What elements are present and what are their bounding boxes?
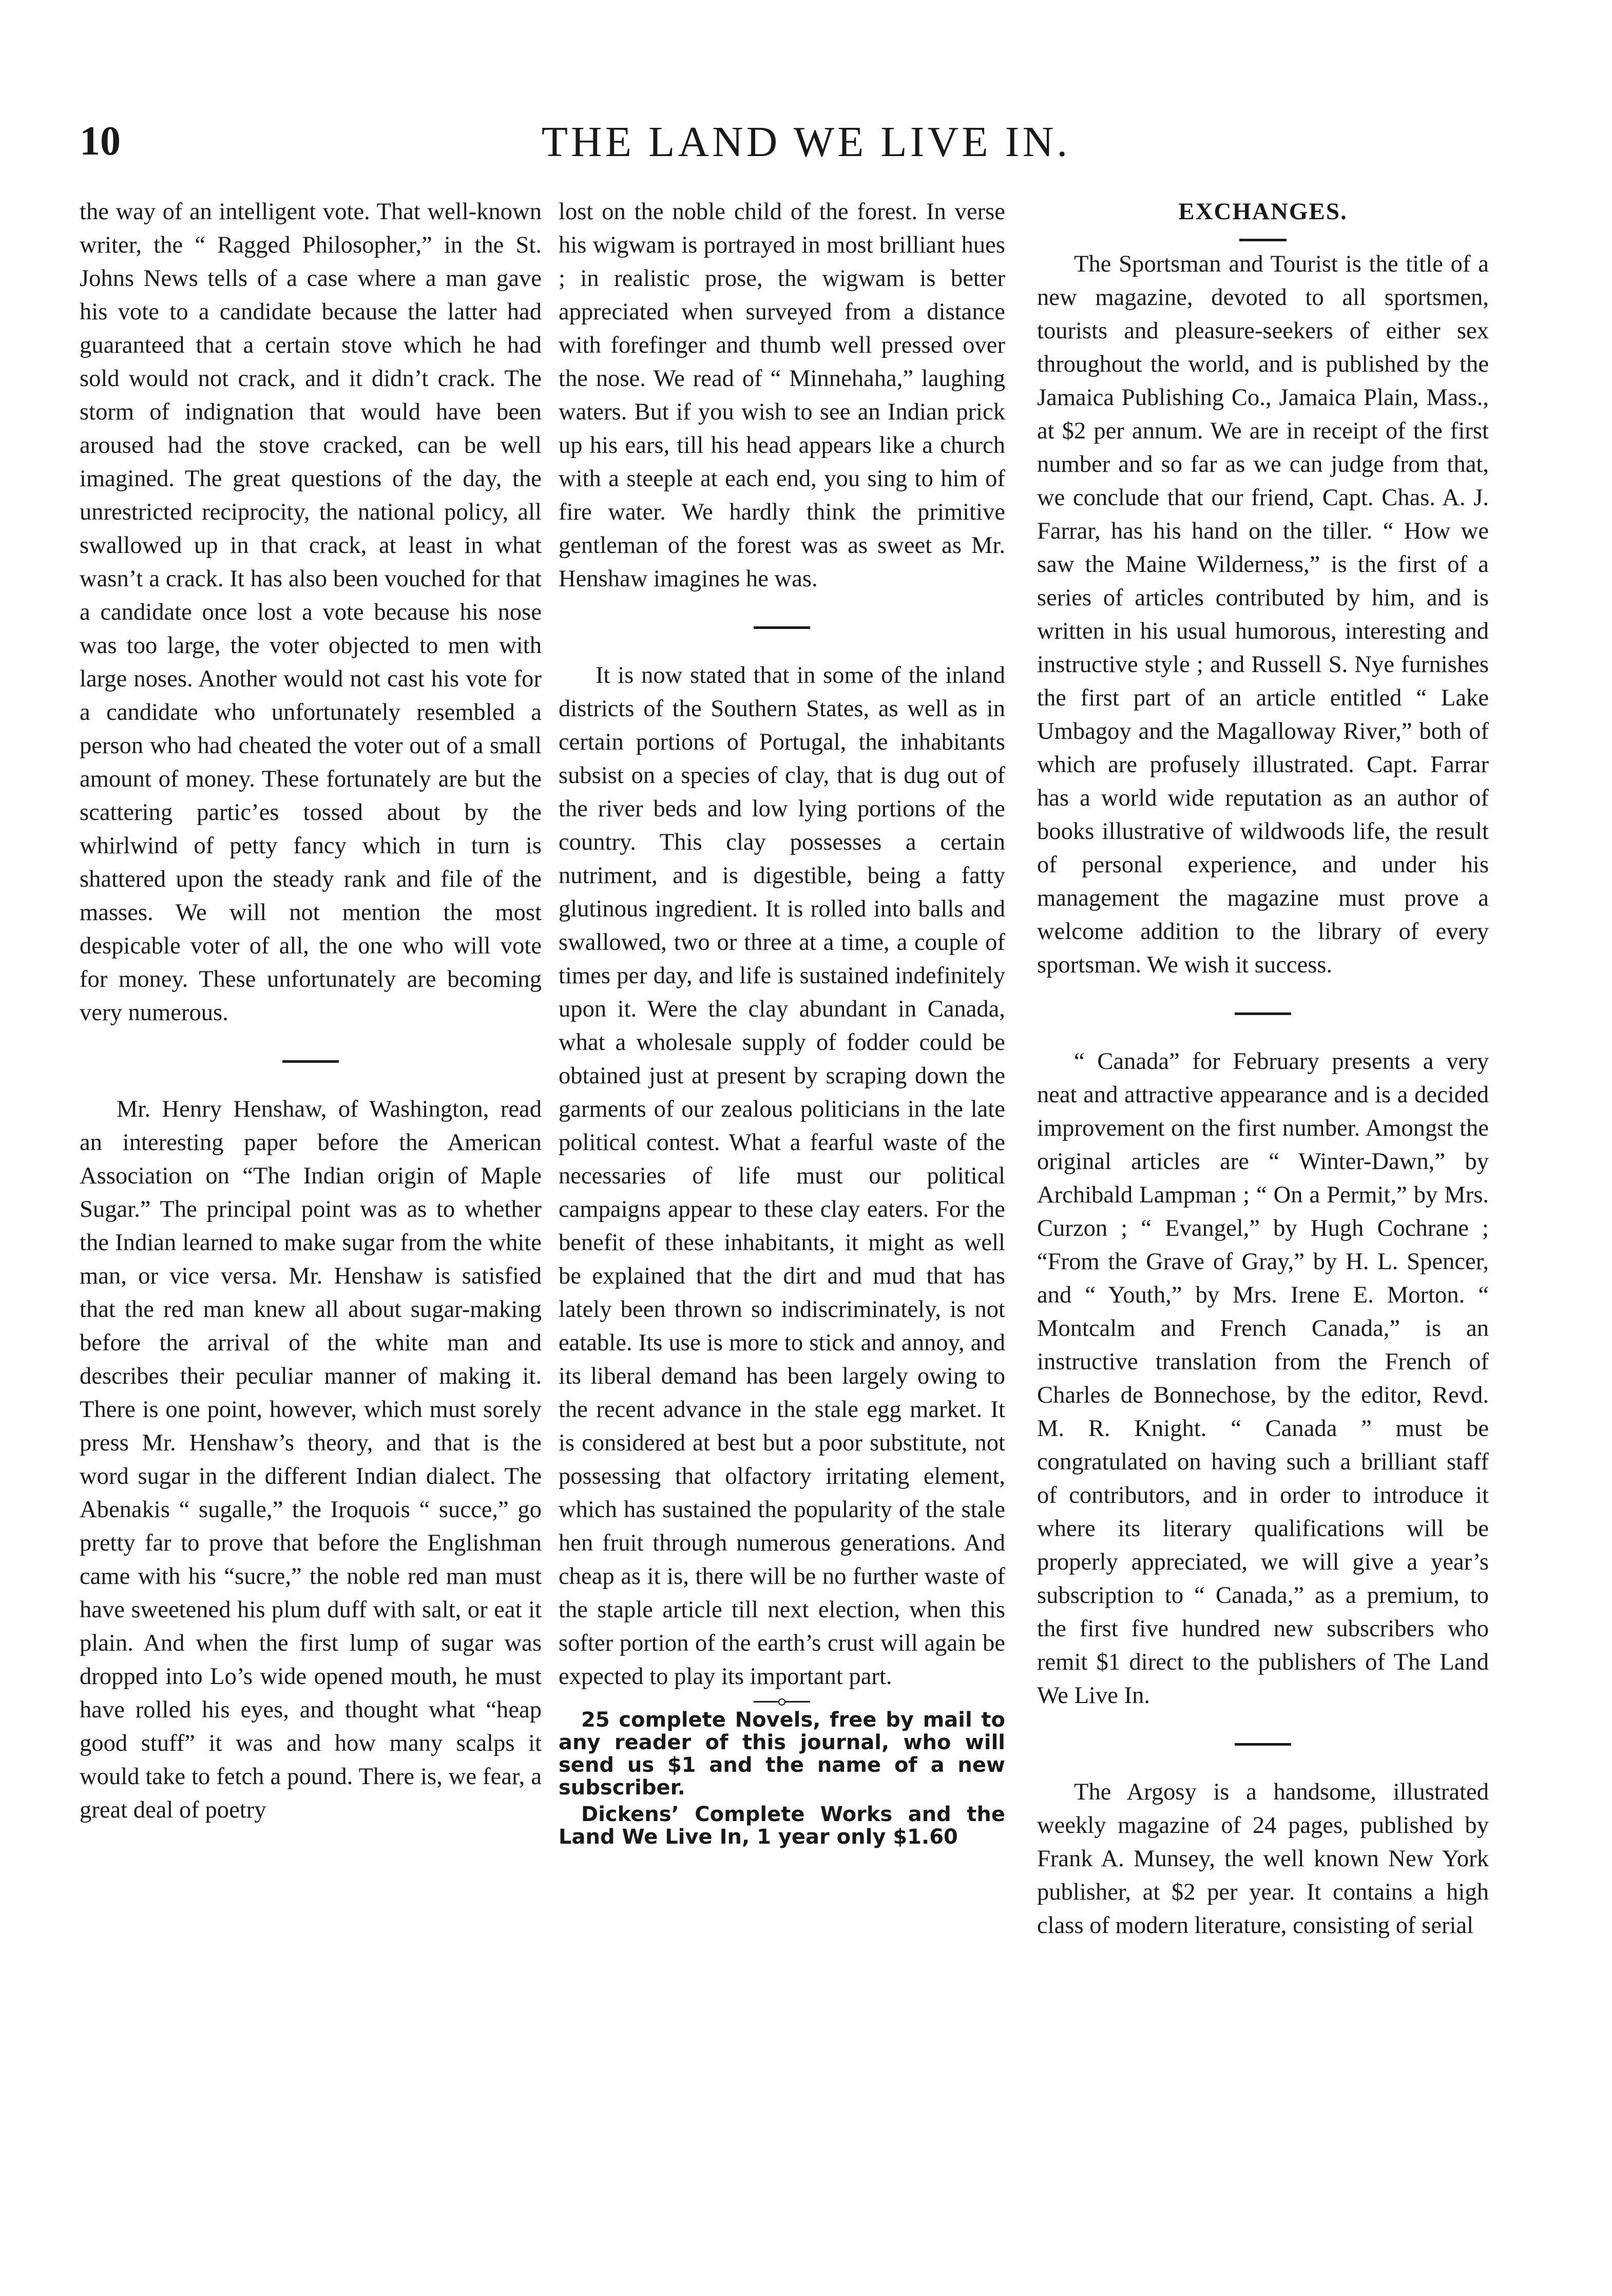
article-maple-sugar-continued: lost on the noble child of the forest. In verse his wigwam is portrayed in most brilliant hues ; in realistic prose, the wigwam is better appreciated when surveyed from a distance with forefinger and thumb well pressed over the nose. We read of “ Minnehaha,” laughing waters. But if you wish to see an Indian prick up his ears, till his head appears like a church with a steeple at each end, you sing to him of fire water. We hardly think the primitive gentleman of the forest was as sweet as Mr. Henshaw imagines he was. — [559, 198, 1005, 592]
column-1 — [80, 195, 542, 1827]
section-divider — [282, 1060, 339, 1063]
article-maple-sugar-paragraph: Mr. Henry Henshaw, of Washington, read an interesting paper before the American Association on “The Indian origin of Maple Sugar.” The principal point was as to whether the Indian learned to make sugar from the white man, or vice versa. Mr. Henshaw is satisfied that the red man knew all about sugar-making before the arrival of the white man and describes their peculiar manner of making it. There is one point, however, which must sorely press Mr. Henshaw’s theory, and that is the word sugar in the different Indian dialect. The Abenakis “ sugalle,” the Iroquois “ succe,” go pretty far to prove that before the Englishman came with his “sucre,” the noble red man must have sweetened his plum duff with salt, or eat it plain. And when the first lump of sugar was dropped into Lo’s wide opened mouth, he must have rolled his eyes, and thought what “heap good stuff” it was and how many scalps it would take to fetch a pound. There is, we fear, a great deal of poetry — [80, 1096, 542, 1823]
section-divider — [754, 626, 810, 629]
article-voters-paragraph: the way of an intelligent vote. That well-known writer, the “ Ragged Philosopher,” in the St. Johns News tells of a case where a man gave his vote to a candidate because the latter had guaranteed that a certain stove which he had sold would not crack, and it didn’t crack. The storm of indignation that would have been aroused had the stove cracked, can be well imagined. The great questions of the day, the unrestricted reciprocity, the national policy, all swallowed up in that crack, at least in what wasn’t a crack. It has also been vouched for that a candidate once lost a vote because his nose was too large, the voter objected to men with large noses. Another would not cast his vote for a candidate who unfortunately resembled a person who had cheated the voter out of a small amount of money. These fortunately are but the scattering partic’es tossed about by the whirlwind of petty fancy which in turn is shattered upon the steady rank and file of the masses. We will not mention the most despicable voter of all, the one who will vote for money. These unfortunately are becoming very numerous. — [80, 198, 542, 1026]
page-number: 10 — [80, 119, 121, 164]
canada-magazine-paragraph: “ Canada” for February presents a very neat and attractive appearance and is a decided improvement on the first number. Amongst the original articles are “ Winter-Dawn,” by Archibald Lampman ; “ On a Permit,” by Mrs. Curzon ; “ Evangel,” by Hugh Cochrane ; “From the Grave of Gray,” by H. L. Spencer, and “ Youth,” by Mrs. Irene E. Morton. “ Montcalm and French Canada,” is an instructive translation from the French of Charles de Bonnechose, by the editor, Revd. M. R. Knight. “ Canada ” must be congratulated on having such a brilliant staff of contributors, and in order to introduce it where its literary qualifications will be properly appreciated, we will give a year’s subscription to “ Canada,” as a premium, to the first five hundred new subscribers who remit $1 direct to the publishers of The Land We Live In. — [1037, 1048, 1489, 1709]
advertisement-block — [559, 1709, 1005, 1848]
section-divider — [1235, 1743, 1291, 1746]
ornamental-divider — [754, 1699, 810, 1704]
exchanges-heading: EXCHANGES. — [1178, 198, 1348, 225]
section-divider — [1235, 1012, 1291, 1015]
dickens-offer-ad: Dickens’ Complete Works and the Land We Live In, 1 year only $1.60 — [559, 1803, 1005, 1849]
article-clay-eaters-paragraph: It is now stated that in some of the inland districts of the Southern States, as well as in certain portions of Portugal, the inhabitants subsist on a species of clay, that is dug out of the river beds and low lying portions of the country. This clay possesses a certain nutriment, and is digestible, being a fatty glutinous ingredient. It is rolled into balls and swallowed, two or three at a time, a couple of times per day, and life is sustained indefinitely upon it. Were the clay abundant in Canada, what a wholesale supply of fodder could be obtained just at present by scraping down the garments of our zealous politicians in the late political contest. What a fearful waste of the necessaries of life must our political campaigns appear to these clay eaters. For the benefit of these inhabitants, it might as well be explained that the dirt and mud that has lately been thrown so indiscriminately, is not eatable. Its use is more to stick and annoy, and its liberal demand has been largely owing to the recent advance in the stale egg market. It is considered at best but a poor substitute, not possessing that olfactory irritating element, which has sustained the popularity of the stale hen fruit through numerous generations. And cheap as it is, there will be no further waste of the staple article till next election, when this softer portion of the earth’s crust will again be expected to play its important part. — [559, 662, 1005, 1690]
argosy-paragraph: The Argosy is a handsome, illustrated weekly magazine of 24 pages, published by Frank A. Munsey, the well known New York publisher, at $2 per year. It contains a high class of modern literature, consisting of serial — [1037, 1778, 1489, 1939]
heading-underline — [1239, 239, 1287, 241]
running-title: THE LAND WE LIVE IN. — [541, 118, 1071, 166]
novels-offer-ad: 25 complete Novels, free by mail to any reader of this journal, who will send us $1 and the name of a new subscriber. — [559, 1708, 1005, 1800]
column-2 — [559, 195, 1005, 1848]
sportsman-tourist-paragraph: The Sportsman and Tourist is the title of a new magazine, devoted to all sportsmen, tourists and pleasure-seekers of either sex throughout the world, and is published by the Jamaica Publishing Co., Jamaica Plain, Mass., at $2 per annum. We are in receipt of the first number and so far as we can judge from that, we conclude that our friend, Capt. Chas. A. J. Farrar, has his hand on the tiller. “ How we saw the Maine Wilderness,” is the first of a series of articles contributed by him, and is written in his usual humorous, interesting and instructive style ; and Russell S. Nye furnishes the first part of an article entitled “ Lake Umbagoy and the Magalloway River,” both of which are profusely illustrated. Capt. Farrar has a world wide reputation as an author of books illustrative of wildwoods life, the result of personal experience, and under his management the magazine must prove a welcome addition to the library of every sportsman. We wish it success. — [1037, 251, 1489, 978]
column-3 — [1037, 195, 1489, 1942]
